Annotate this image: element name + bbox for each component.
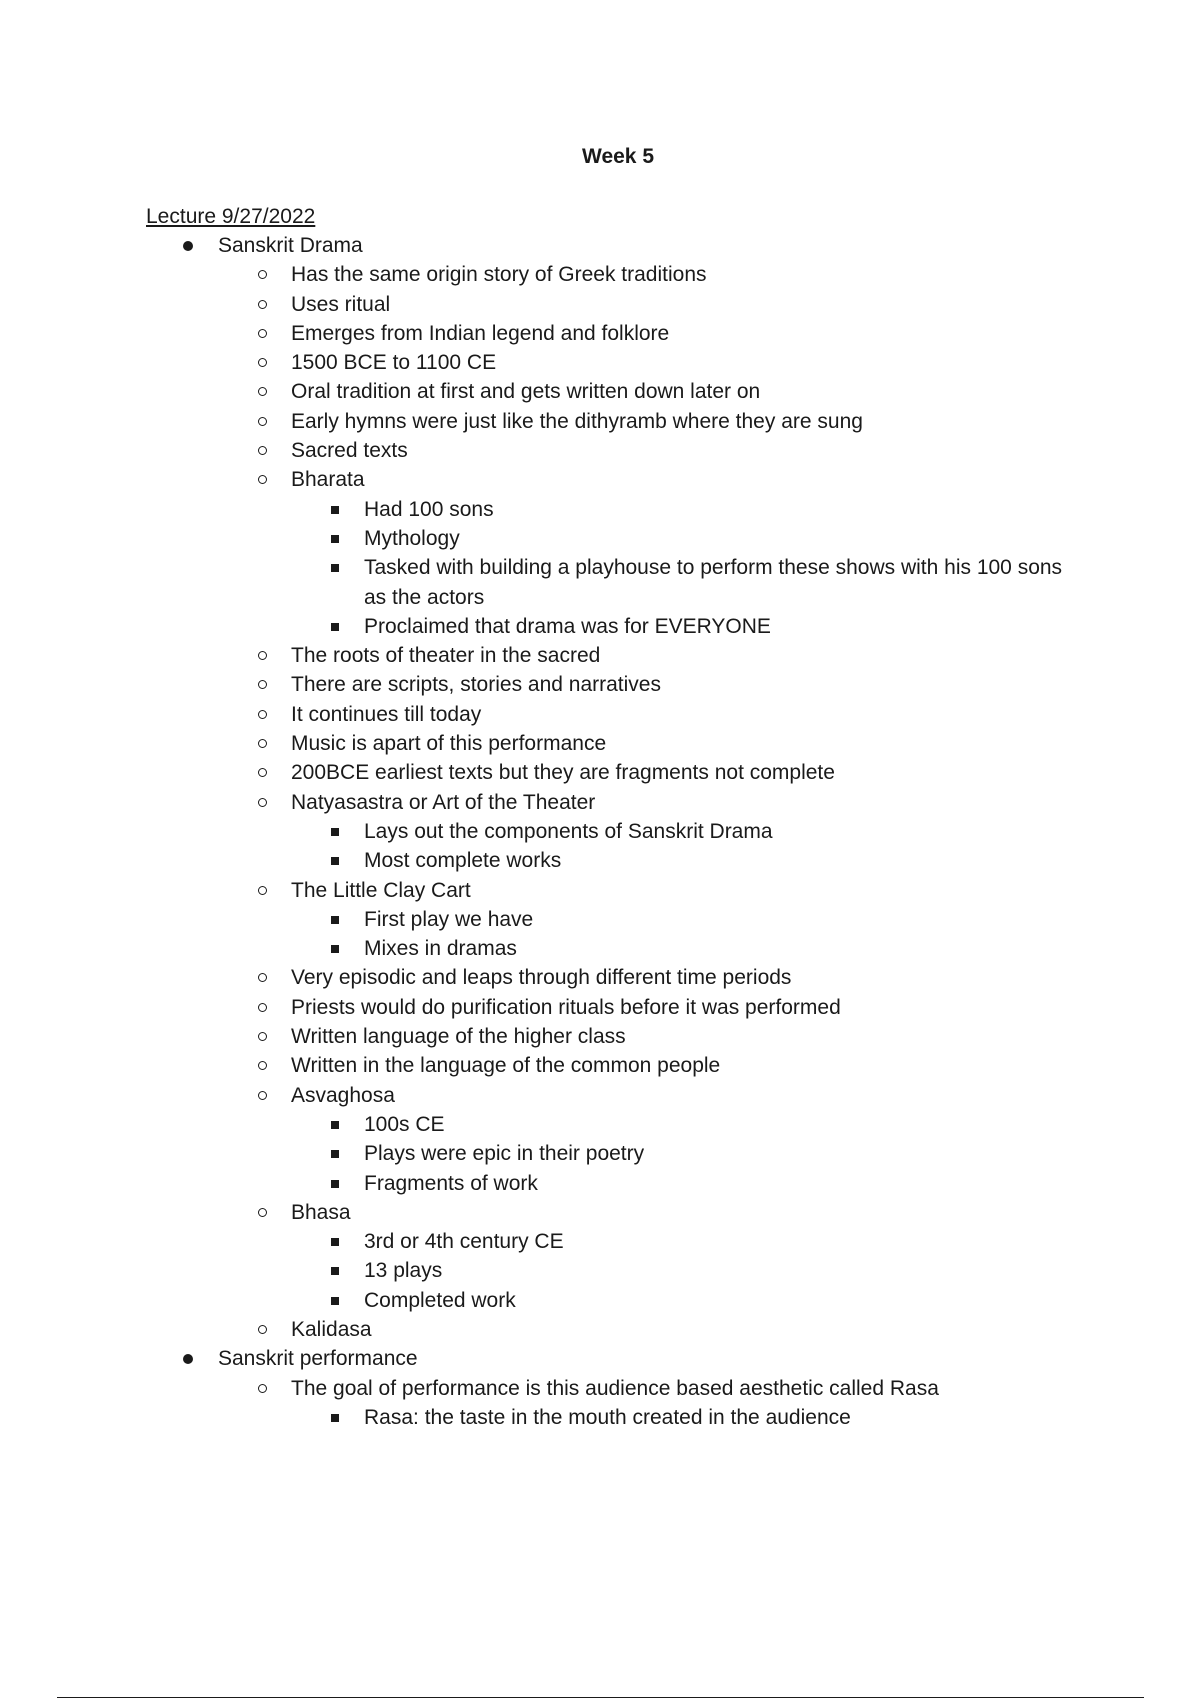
bullet-circle-icon bbox=[258, 798, 267, 807]
bullet-disc-icon bbox=[183, 1354, 193, 1364]
list-item-text: Oral tradition at first and gets written down later on bbox=[291, 380, 761, 404]
list-item-text: The Little Clay Cart bbox=[291, 878, 471, 902]
list-item-text: Mixes in dramas bbox=[364, 937, 517, 961]
list-item-text: Music is apart of this performance bbox=[291, 732, 607, 756]
list-item bbox=[218, 1315, 1200, 1344]
list-item-text: The roots of theater in the sacred bbox=[291, 644, 601, 668]
sub-list bbox=[291, 905, 1200, 964]
list-item bbox=[218, 641, 1200, 670]
list-item bbox=[218, 377, 1200, 406]
bullet-circle-icon bbox=[258, 739, 267, 748]
sub-list bbox=[218, 1374, 1200, 1433]
list-item bbox=[218, 319, 1200, 348]
list-item-text: Tasked with building a playhouse to perform these shows with his 100 sons as the actors bbox=[364, 556, 1063, 609]
bullet-circle-icon bbox=[258, 300, 267, 309]
bullet-square-icon bbox=[331, 1267, 339, 1275]
list-item-text: 200BCE earliest texts but they are fragments not complete bbox=[291, 761, 835, 785]
sub-list bbox=[291, 1227, 1200, 1315]
list-item bbox=[218, 670, 1200, 699]
bullet-circle-icon bbox=[258, 417, 267, 426]
bullet-square-icon bbox=[331, 916, 339, 924]
list-item-text: Had 100 sons bbox=[364, 497, 494, 521]
list-item-text: Bharata bbox=[291, 468, 365, 492]
list-item bbox=[218, 407, 1200, 436]
list-item bbox=[218, 436, 1200, 465]
list-item bbox=[218, 963, 1200, 992]
list-item bbox=[218, 1022, 1200, 1051]
bullet-square-icon bbox=[331, 857, 339, 865]
list-item-text: Has the same origin story of Greek traditions bbox=[291, 263, 707, 287]
list-item-text: 13 plays bbox=[364, 1259, 443, 1283]
list-item-text: Proclaimed that drama was for EVERYONE bbox=[364, 614, 771, 638]
bullet-circle-icon bbox=[258, 1032, 267, 1041]
list-item-text: Plays were epic in their poetry bbox=[364, 1142, 645, 1166]
list-item-text: Sacred texts bbox=[291, 439, 408, 463]
list-item-text: Uses ritual bbox=[291, 292, 391, 316]
list-item-text: Very episodic and leaps through different time periods bbox=[291, 966, 792, 990]
bullet-square-icon bbox=[331, 564, 339, 572]
bullet-square-icon bbox=[331, 828, 339, 836]
bullet-circle-icon bbox=[258, 973, 267, 982]
list-item bbox=[218, 1374, 1200, 1433]
sub-list bbox=[218, 260, 1200, 1344]
list-item bbox=[291, 1139, 1200, 1168]
list-item-text: There are scripts, stories and narratives bbox=[291, 673, 661, 697]
bullet-square-icon bbox=[331, 1180, 339, 1188]
list-item bbox=[218, 729, 1200, 758]
list-item bbox=[218, 260, 1200, 289]
list-item bbox=[291, 612, 1200, 641]
bullet-circle-icon bbox=[258, 768, 267, 777]
list-item-text: Kalidasa bbox=[291, 1317, 372, 1341]
list-item-text: 1500 BCE to 1100 CE bbox=[291, 351, 497, 375]
bullet-square-icon bbox=[331, 1238, 339, 1246]
list-item bbox=[218, 465, 1200, 641]
list-item-text: Sanskrit Drama bbox=[218, 234, 363, 257]
bullet-square-icon bbox=[331, 1121, 339, 1129]
list-item bbox=[218, 1081, 1200, 1198]
list-item-text: It continues till today bbox=[291, 702, 482, 726]
list-item bbox=[218, 1051, 1200, 1080]
bullet-circle-icon bbox=[258, 475, 267, 484]
bullet-circle-icon bbox=[258, 387, 267, 396]
list-item-text: 100s CE bbox=[364, 1112, 445, 1136]
sub-list bbox=[291, 495, 1200, 641]
bullet-circle-icon bbox=[258, 1061, 267, 1070]
list-item-text: Written in the language of the common people bbox=[291, 1054, 721, 1078]
notes-outline bbox=[0, 231, 1200, 1432]
bullet-circle-icon bbox=[258, 1091, 267, 1100]
list-item-text: Natyasastra or Art of the Theater bbox=[291, 790, 596, 814]
list-item bbox=[218, 700, 1200, 729]
bullet-circle-icon bbox=[258, 680, 267, 689]
list-item bbox=[291, 934, 1200, 963]
bullet-square-icon bbox=[331, 535, 339, 543]
list-item-text: Early hymns were just like the dithyramb where they are sung bbox=[291, 409, 863, 433]
bullet-circle-icon bbox=[258, 1003, 267, 1012]
list-item-text: Asvaghosa bbox=[291, 1083, 395, 1107]
bullet-square-icon bbox=[331, 1414, 339, 1422]
list-item-text: The goal of performance is this audience based aesthetic called Rasa bbox=[291, 1376, 939, 1400]
list-item-text: Sanskrit performance bbox=[218, 1347, 418, 1371]
bullet-disc-icon bbox=[183, 241, 193, 251]
bullet-square-icon bbox=[331, 1150, 339, 1158]
list-item-text: Mythology bbox=[364, 526, 460, 550]
list-item-text: Completed work bbox=[364, 1288, 516, 1312]
list-item-text: Rasa: the taste in the mouth created in the audience bbox=[364, 1405, 851, 1429]
bullet-circle-icon bbox=[258, 329, 267, 338]
list-item bbox=[291, 1256, 1200, 1285]
bullet-circle-icon bbox=[258, 446, 267, 455]
list-item-text: Fragments of work bbox=[364, 1171, 538, 1195]
list-item bbox=[218, 788, 1200, 876]
list-item bbox=[291, 817, 1200, 846]
list-item bbox=[291, 553, 1200, 612]
list-item bbox=[291, 846, 1200, 875]
bullet-circle-icon bbox=[258, 710, 267, 719]
list-item-text: 3rd or 4th century CE bbox=[364, 1230, 564, 1254]
list-item bbox=[291, 524, 1200, 553]
list-item bbox=[291, 1286, 1200, 1315]
list-item bbox=[291, 1110, 1200, 1139]
list-item bbox=[291, 1227, 1200, 1256]
bullet-square-icon bbox=[331, 623, 339, 631]
list-item bbox=[218, 876, 1200, 964]
sub-list bbox=[291, 817, 1200, 876]
list-item bbox=[218, 290, 1200, 319]
list-item-text: Emerges from Indian legend and folklore bbox=[291, 321, 670, 345]
list-item bbox=[291, 905, 1200, 934]
bullet-circle-icon bbox=[258, 1325, 267, 1334]
bullet-square-icon bbox=[331, 506, 339, 514]
list-item bbox=[218, 758, 1200, 787]
list-item-text: Lays out the components of Sanskrit Drama bbox=[364, 819, 773, 843]
sub-list bbox=[291, 1403, 1200, 1432]
list-item-text: Written language of the higher class bbox=[291, 1025, 626, 1049]
list-item-text: Priests would do purification rituals before it was performed bbox=[291, 995, 841, 1019]
list-item bbox=[218, 1198, 1200, 1315]
bottom-rule bbox=[57, 1697, 1144, 1698]
list-item bbox=[291, 1169, 1200, 1198]
bullet-circle-icon bbox=[258, 270, 267, 279]
bullet-circle-icon bbox=[258, 358, 267, 367]
sub-list bbox=[291, 1110, 1200, 1198]
list-item-text: First play we have bbox=[364, 907, 534, 931]
bullet-circle-icon bbox=[258, 886, 267, 895]
bullet-square-icon bbox=[331, 945, 339, 953]
bullet-circle-icon bbox=[258, 1384, 267, 1393]
list-item bbox=[291, 495, 1200, 524]
list-item bbox=[0, 1344, 1200, 1432]
list-item-text: Most complete works bbox=[364, 849, 562, 873]
list-item bbox=[291, 1403, 1200, 1432]
lecture-heading: Lecture 9/27/2022 bbox=[146, 205, 316, 228]
bullet-circle-icon bbox=[258, 1208, 267, 1217]
bullet-square-icon bbox=[331, 1297, 339, 1305]
list-item bbox=[0, 231, 1200, 1344]
page-title: Week 5 bbox=[582, 145, 654, 168]
list-item-text: Bhasa bbox=[291, 1200, 351, 1224]
list-item bbox=[218, 993, 1200, 1022]
bullet-circle-icon bbox=[258, 651, 267, 660]
list-item bbox=[218, 348, 1200, 377]
